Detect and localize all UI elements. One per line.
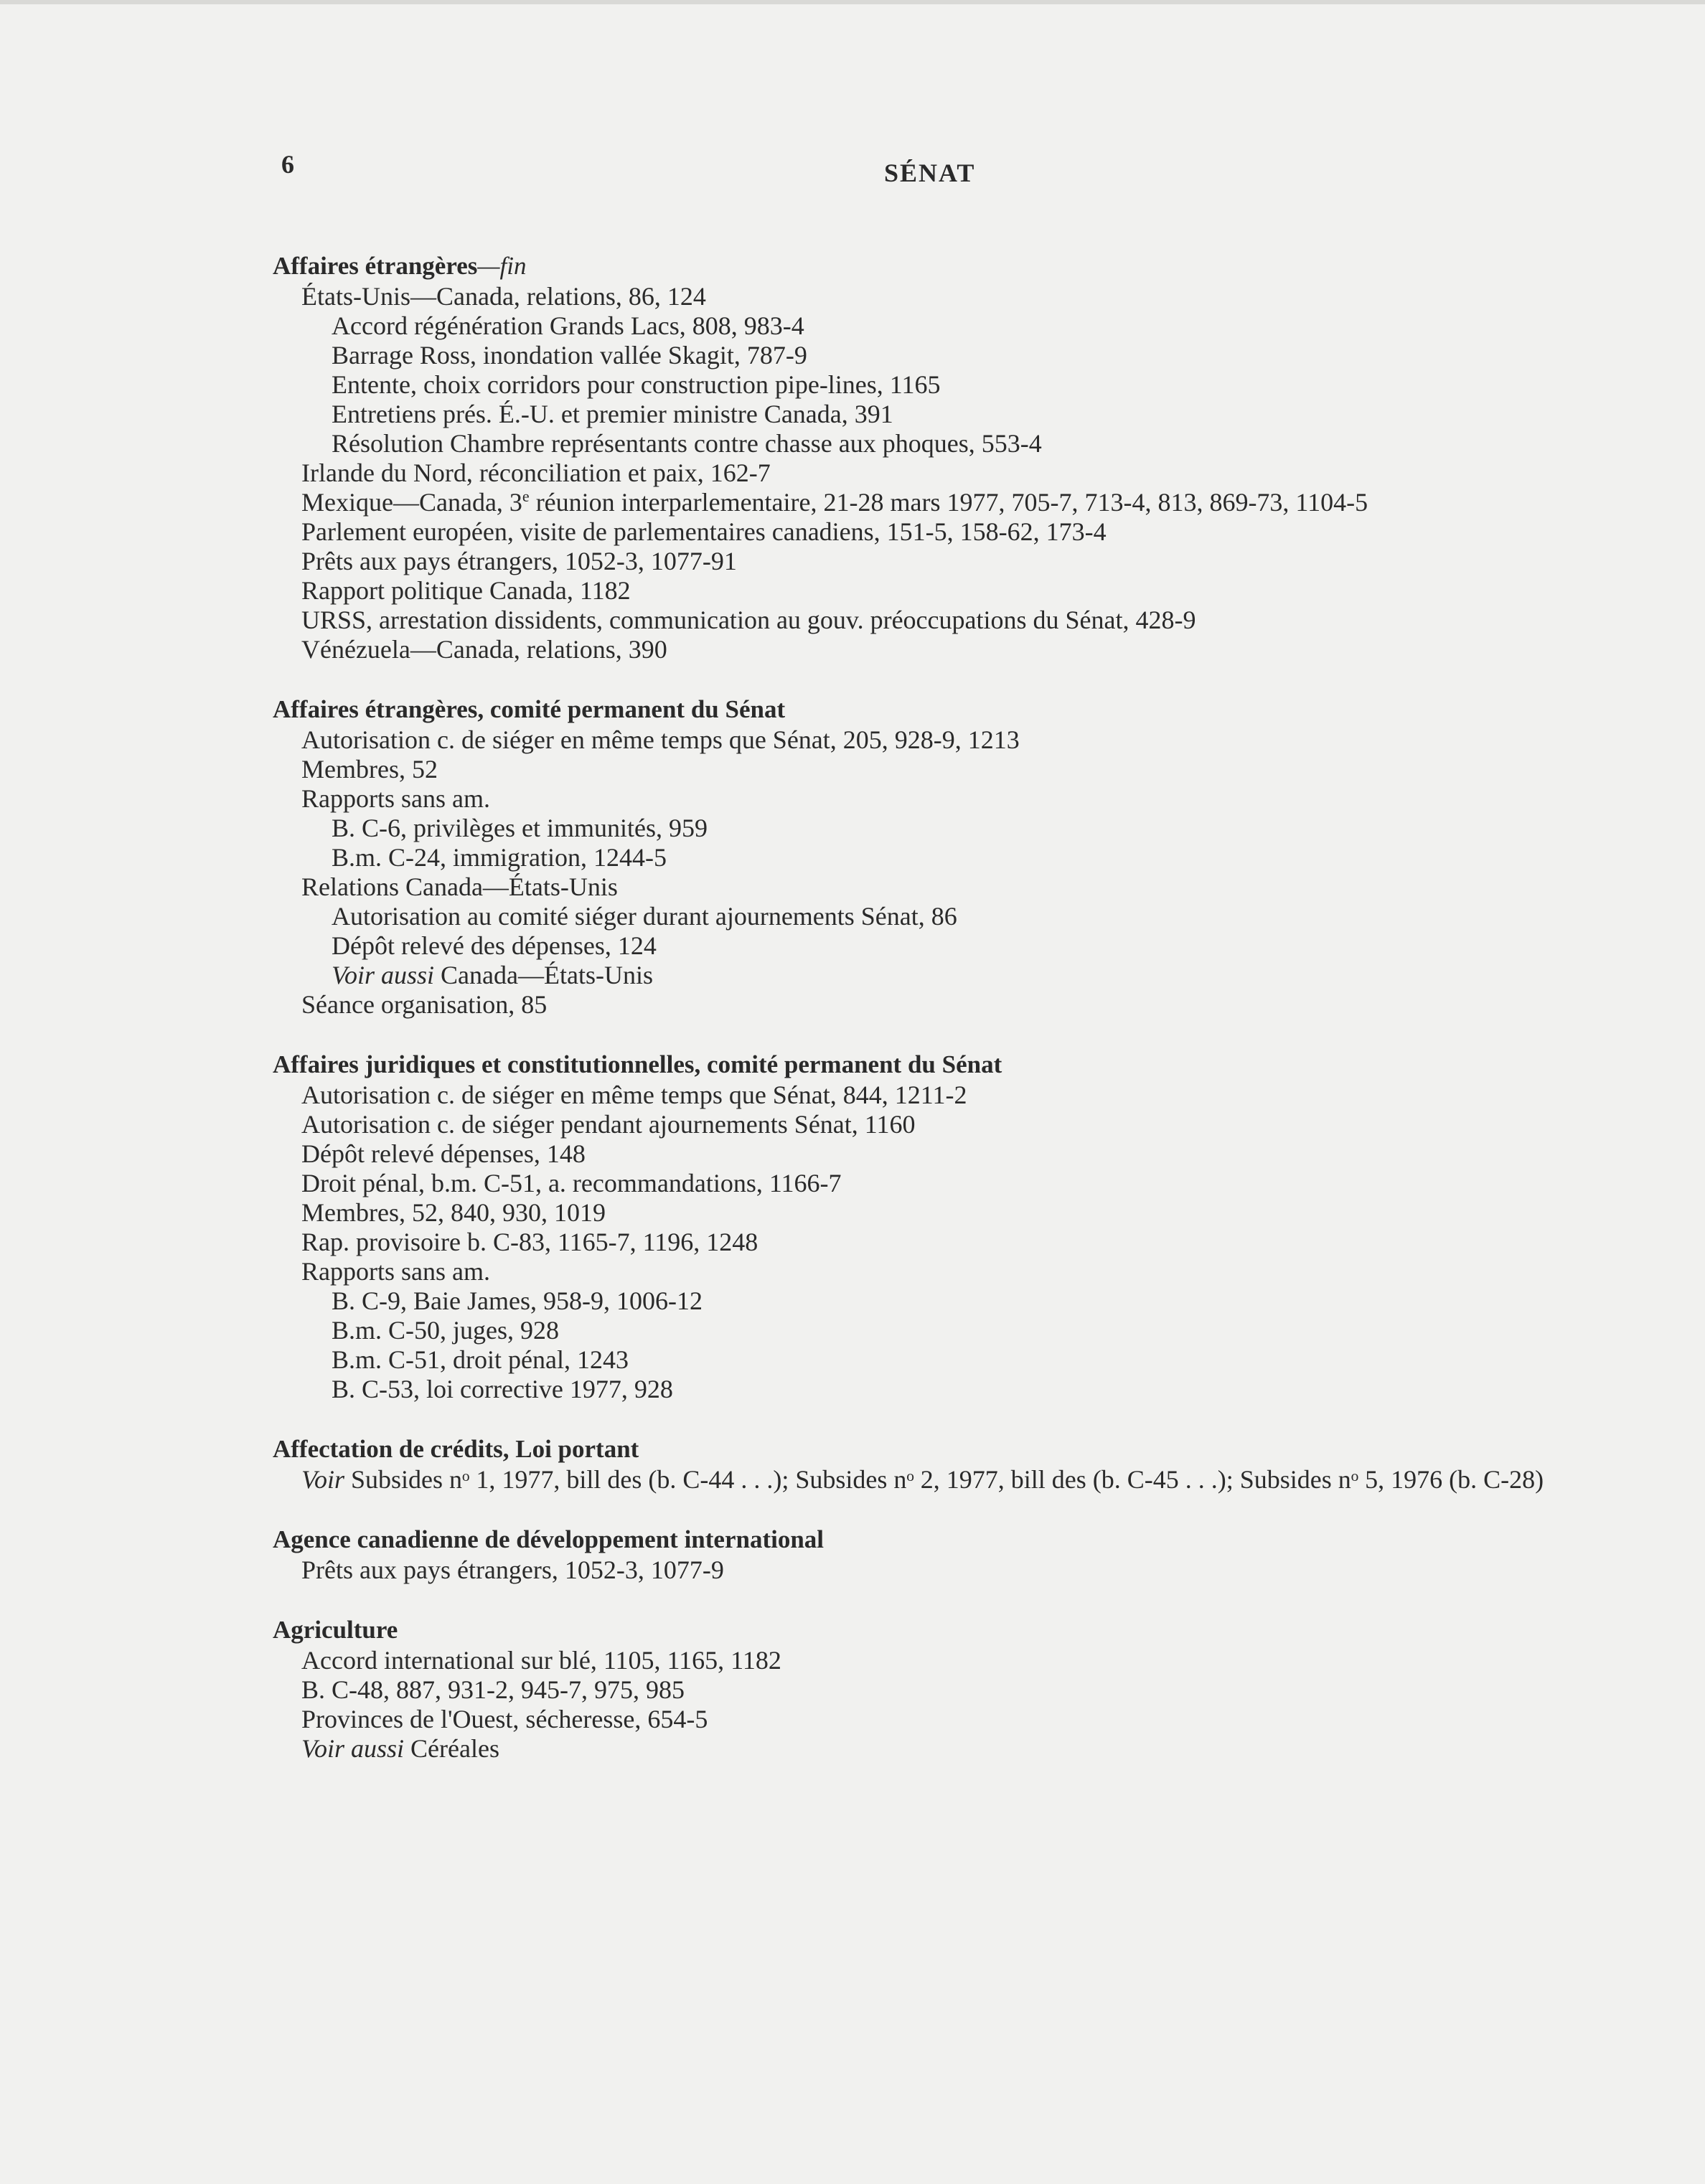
page-number: 6 (281, 150, 294, 179)
subentry: Entente, choix corridors pour construction pipe-lines, 1165 (332, 370, 941, 399)
subentry: B.m. C-24, immigration, 1244-5 (332, 843, 667, 872)
subentry (273, 961, 1622, 990)
subentry: Membres, 52, 840, 930, 1019 (301, 1198, 606, 1227)
see-also-label: Voir aussi (332, 961, 435, 989)
index-entry (273, 251, 1622, 664)
entry-heading: Affaires étrangères, comité permanent du Sénat (273, 695, 786, 723)
heading-suffix: —fin (477, 252, 527, 280)
entry-heading: Affectation de crédits, Loi portant (273, 1435, 639, 1463)
subentry: Rapport politique Canada, 1182 (301, 576, 631, 605)
subentry: B. C-48, 887, 931-2, 945-7, 975, 985 (301, 1675, 685, 1704)
subentry: Dépôt relevé des dépenses, 124 (332, 931, 657, 960)
see-also-label: Voir aussi (301, 1734, 405, 1763)
subentry: États-Unis—Canada, relations, 86, 124 (301, 282, 706, 311)
subentry-text: réunion interparlementaire, 21-28 mars 1977, 705-7, 713-4, 813, 869-73, 1104-5 (529, 488, 1368, 517)
subentry: Barrage Ross, inondation vallée Skagit, 787-9 (332, 341, 807, 370)
index-entry (273, 1615, 1622, 1764)
index-entry (273, 1050, 1622, 1404)
subentry: B. C-53, loi corrective 1977, 928 (332, 1375, 673, 1403)
subentry: Rapports sans am. (301, 784, 490, 813)
subentry: Autorisation c. de siéger en même temps que Sénat, 844, 1211-2 (301, 1081, 967, 1109)
subentry-text: Céréales (404, 1734, 499, 1763)
subentry: URSS, arrestation dissidents, communication au gouv. préoccupations du Sénat, 428-9 (301, 606, 1196, 634)
subentry: Accord régénération Grands Lacs, 808, 983-4 (332, 311, 804, 340)
subentry: Membres, 52 (301, 755, 438, 783)
subentry: Rap. provisoire b. C-83, 1165-7, 1196, 1248 (301, 1228, 758, 1256)
subentry: Autorisation c. de siéger en même temps que Sénat, 205, 928-9, 1213 (301, 725, 1020, 754)
index-body (273, 251, 1622, 1794)
subentry (273, 1734, 1622, 1764)
subentry-text: Canada—États-Unis (434, 961, 653, 989)
subentry: B.m. C-51, droit pénal, 1243 (332, 1345, 629, 1374)
index-entry (273, 1525, 1622, 1585)
subentry: Autorisation au comité siéger durant ajournements Sénat, 86 (332, 902, 957, 931)
entry-heading: Agriculture (273, 1616, 398, 1644)
heading-text: Affaires étrangères (273, 252, 478, 280)
subentry: Accord international sur blé, 1105, 1165, 1182 (301, 1646, 781, 1675)
subentry: Autorisation c. de siéger pendant ajournements Sénat, 1160 (301, 1110, 916, 1139)
subentry: B. C-6, privilèges et immunités, 959 (332, 814, 708, 842)
subentry-text: Mexique—Canada, 3 (301, 488, 522, 517)
index-entry (273, 695, 1622, 1020)
superscript: e (522, 487, 530, 505)
subentry: Séance organisation, 85 (301, 990, 548, 1019)
see-label: Voir (301, 1465, 345, 1494)
subentry: Relations Canada—États-Unis (301, 872, 618, 901)
subentry-text: Subsides nᵒ 1, 1977, bill des (b. C-44 . . .); Subsides nᵒ 2, 1977, bill des (b. C-45 . . .); Subsides nᵒ 5, 1976 (b. C-28) (344, 1465, 1544, 1494)
index-entry (273, 1434, 1622, 1495)
subentry: Rapports sans am. (301, 1257, 490, 1286)
subentry: B.m. C-50, juges, 928 (332, 1316, 560, 1345)
entry-heading: Agence canadienne de développement international (273, 1525, 825, 1553)
subentry: Entretiens prés. É.-U. et premier ministre Canada, 391 (332, 400, 893, 428)
subentry: Droit pénal, b.m. C-51, a. recommandations, 1166-7 (301, 1169, 842, 1197)
scan-top-edge (0, 0, 1705, 4)
subentry: Prêts aux pays étrangers, 1052-3, 1077-91 (301, 547, 737, 575)
subentry: B. C-9, Baie James, 958-9, 1006-12 (332, 1286, 703, 1315)
subentry: Prêts aux pays étrangers, 1052-3, 1077-9 (301, 1555, 724, 1584)
subentry: Résolution Chambre représentants contre chasse aux phoques, 553-4 (332, 429, 1042, 458)
running-title: SÉNAT (884, 159, 976, 187)
subentry (273, 488, 1622, 517)
subentry: Provinces de l'Ouest, sécheresse, 654-5 (301, 1705, 708, 1733)
subentry: Parlement européen, visite de parlementaires canadiens, 151-5, 158-62, 173-4 (301, 517, 1107, 546)
subentry (273, 1465, 1622, 1495)
entry-heading (273, 251, 1622, 281)
subentry: Vénézuela—Canada, relations, 390 (301, 635, 667, 664)
entry-heading: Affaires juridiques et constitutionnelles, comité permanent du Sénat (273, 1050, 1002, 1078)
subentry: Dépôt relevé dépenses, 148 (301, 1139, 586, 1168)
subentry: Irlande du Nord, réconciliation et paix, 162-7 (301, 458, 771, 487)
